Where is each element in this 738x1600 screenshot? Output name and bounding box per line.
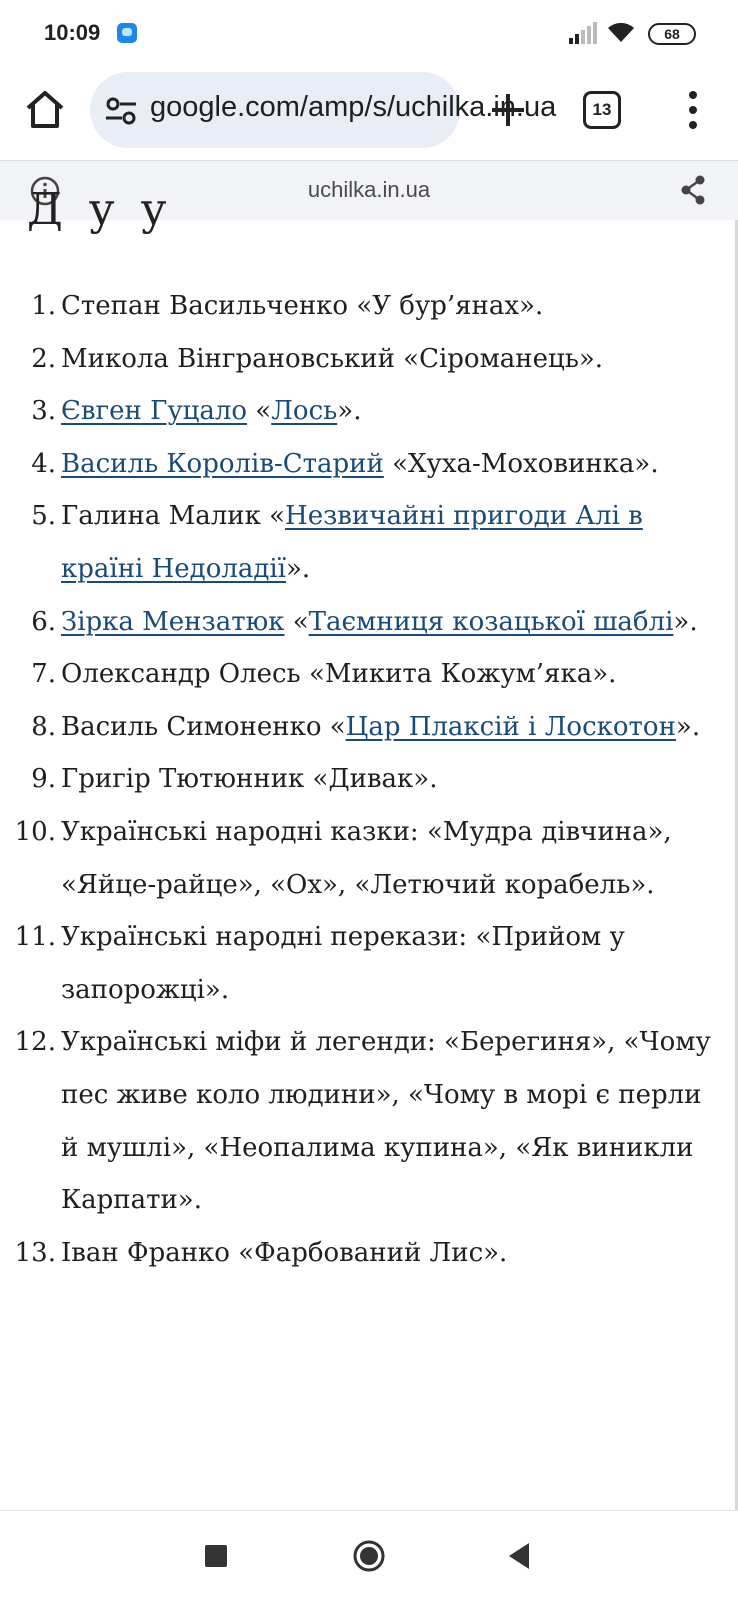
list-item-text: Григір Тютюнник «Дивак». xyxy=(61,764,438,795)
list-item-text: Степан Васильченко «У бур’янах». xyxy=(61,291,544,321)
new-tab-icon[interactable] xyxy=(484,86,532,134)
list-item xyxy=(0,438,738,491)
list-item-number: 11. xyxy=(14,922,56,953)
list-item-text: ». xyxy=(286,553,311,584)
tab-count: 13 xyxy=(592,100,612,119)
list-item xyxy=(0,1016,738,1226)
browser-toolbar xyxy=(0,66,738,158)
list-item-text: « xyxy=(247,396,272,427)
battery-level: 68 xyxy=(664,26,680,42)
system-nav-bar xyxy=(0,1510,738,1600)
list-item-text: «Хуха-Моховинка». xyxy=(383,448,659,479)
list-item-text: ». xyxy=(675,711,701,742)
amp-domain[interactable]: uchilka.in.ua xyxy=(307,177,431,202)
list-item-number: 5. xyxy=(31,501,56,532)
list-item xyxy=(0,648,738,701)
list-item-number: 8. xyxy=(31,711,56,742)
list-item xyxy=(0,333,738,386)
message-app-icon xyxy=(117,23,137,43)
list-item-number: 12. xyxy=(14,1027,56,1058)
home-circle-icon[interactable] xyxy=(352,1539,386,1573)
list-item xyxy=(0,806,738,911)
list-item-link[interactable]: Євген Гуцало xyxy=(61,396,248,427)
back-icon[interactable] xyxy=(505,1541,533,1571)
list-item xyxy=(0,280,738,333)
list-item-text: Іван Франко «Фарбований Лис». xyxy=(61,1237,508,1268)
list-item xyxy=(0,385,738,438)
list-item-link[interactable]: Лось xyxy=(271,396,338,427)
status-time: 10:09 xyxy=(44,20,101,45)
list-item-number: 7. xyxy=(31,659,56,690)
list-item-number: 10. xyxy=(14,816,56,847)
clipped-heading-fragment: Д у у xyxy=(27,184,173,235)
list-item-number: 2. xyxy=(31,343,56,374)
list-item-text: Олександр Олесь «Микита Кожум’яка». xyxy=(61,659,617,690)
list-item-number: 3. xyxy=(31,396,56,427)
status-bar xyxy=(0,0,738,66)
home-icon[interactable] xyxy=(20,84,70,134)
list-item-link[interactable]: Незвичайні пригоди Алі в країні Недоладії xyxy=(61,501,643,584)
reading-list xyxy=(0,280,738,1279)
list-item-link[interactable]: Таємниця козацької шаблі xyxy=(308,606,674,637)
list-item-text: Василь Симоненко « xyxy=(61,711,346,742)
list-item xyxy=(0,701,738,754)
recents-icon[interactable] xyxy=(205,1545,227,1567)
address-bar[interactable] xyxy=(90,72,557,148)
list-item-text: ». xyxy=(673,606,698,637)
list-item-number: 1. xyxy=(31,291,56,321)
wifi-icon xyxy=(606,20,636,44)
menu-icon[interactable] xyxy=(678,86,708,134)
list-item-number: 4. xyxy=(31,448,56,479)
list-item-text: Українські народні перекази: «Прийом у запорожці». xyxy=(61,922,625,1005)
list-item xyxy=(0,753,738,806)
list-item-link[interactable]: Василь Королів-Старий xyxy=(61,448,384,479)
list-item xyxy=(0,596,738,649)
list-item-text: Микола Вінграновський «Сіроманець». xyxy=(61,343,604,374)
list-item-number: 6. xyxy=(31,606,56,637)
list-item xyxy=(0,490,738,595)
url-text[interactable]: google.com/amp/s/uchilka.in.ua xyxy=(150,91,557,123)
signal-icon xyxy=(568,22,598,44)
list-item-number: 13. xyxy=(14,1237,56,1268)
site-settings-icon[interactable] xyxy=(104,96,138,126)
list-item-text: Галина Малик « xyxy=(61,501,286,532)
list-item-text: Українські народні казки: «Мудра дівчина», «Яйце-райце», «Ох», «Летючий корабель». xyxy=(61,816,672,900)
list-item-text: « xyxy=(284,606,309,637)
list-item xyxy=(0,1227,738,1280)
tabs-icon[interactable] xyxy=(583,91,621,129)
list-item-number: 9. xyxy=(31,764,56,795)
list-item-link[interactable]: Зірка Мензатюк xyxy=(61,606,285,637)
share-icon[interactable] xyxy=(678,173,708,207)
list-item-link[interactable]: Цар Плаксій і Лоскотон xyxy=(345,711,676,742)
battery-icon xyxy=(648,23,696,45)
list-item xyxy=(0,911,738,1016)
list-item-text: ». xyxy=(337,396,362,427)
list-item-text: Українські міфи й легенди: «Берегиня», «Чому пес живе коло людини», «Чому в морі є перли й мушлі», «Неопалима купина», «Як виникли Карпати». xyxy=(61,1027,711,1216)
